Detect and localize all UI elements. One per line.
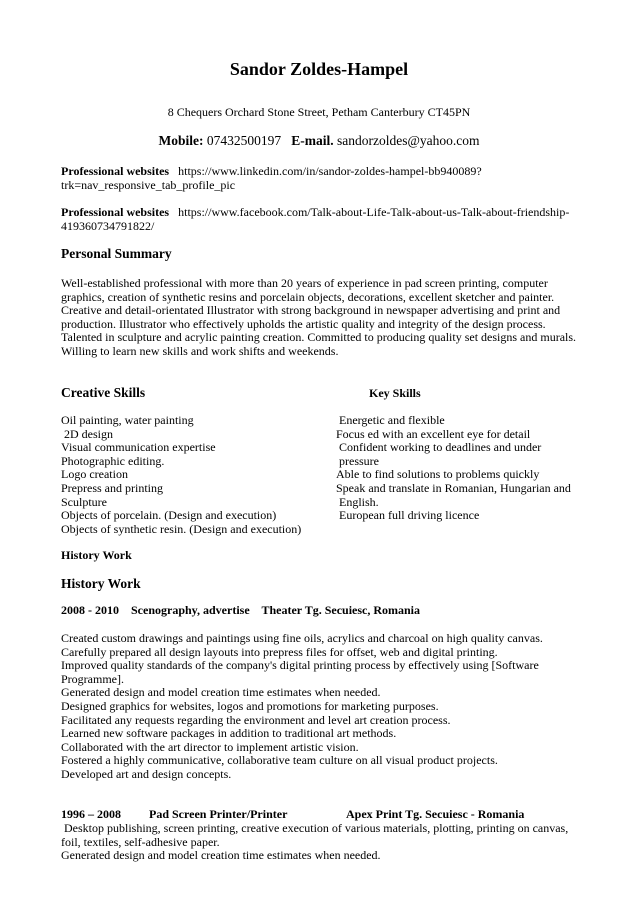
summary-line: graphics, creation of synthetic resins and porcelain objects, decorations, excellent sketcher and painter. (61, 289, 555, 304)
website-linkedin (61, 165, 581, 192)
history-work-heading: History Work (61, 576, 141, 591)
job-description (61, 822, 581, 863)
list-item: Prepress and printing (61, 480, 163, 495)
job-header (61, 808, 524, 822)
job-line: Developed art and design concepts. (61, 766, 232, 781)
summary-line: Talented in sculpture and acrylic painting creation. Committed to producing quality set designs and murals. (61, 330, 577, 345)
summary-line: Willing to learn new skills and work shifts and weekends. (61, 343, 339, 358)
list-item: Focus ed with an excellent eye for detail (336, 426, 531, 441)
website-url[interactable]: https://www.linkedin.com/in/sandor-zoldes-hampel-bb940089? (178, 164, 482, 178)
website-label: Professional websites (61, 164, 170, 178)
job-company: Apex Print Tg. Secuiesc - Romania (346, 807, 525, 821)
job-description (61, 632, 581, 782)
list-item: pressure (336, 453, 379, 468)
job-line: Facilitated any requests regarding the environment and level art creation process. (61, 712, 451, 727)
job-line: Programme]. (61, 671, 124, 686)
summary-line: production. Illustrator who effectively upholds the artistic quality and integrity of the design process. (61, 316, 546, 331)
contact-line (0, 133, 638, 149)
list-item: Visual communication expertise (61, 440, 216, 455)
summary-line: Creative and detail-orientated Illustrator with strong background in newspaper advertising and print and (61, 303, 561, 318)
list-item: Objects of synthetic resin. (Design and execution) (61, 521, 302, 536)
job-line: Desktop publishing, screen printing, creative execution of various materials, plotting, printing on canvas, (61, 821, 569, 835)
list-item: Oil painting, water painting (61, 413, 194, 427)
list-item: Energetic and flexible (336, 413, 445, 427)
email-value: sandorzoldes@yahoo.com (336, 133, 480, 148)
address: 8 Chequers Orchard Stone Street, Petham Canterbury CT45PN (167, 105, 471, 119)
summary-line: Well-established professional with more than 20 years of experience in pad screen printing, computer (61, 276, 548, 290)
creative-skills-list (61, 414, 301, 536)
job-title: Pad Screen Printer/Printer (149, 807, 288, 821)
website-facebook (61, 206, 581, 233)
creative-skills-heading: Creative Skills (61, 385, 146, 400)
email-label: E-mail. (291, 133, 334, 148)
list-item: European full driving licence (336, 508, 480, 523)
job-line: Created custom drawings and paintings using fine oils, acrylics and charcoal on high quality canvas. (61, 631, 543, 645)
key-skills-list (336, 414, 571, 523)
job-line: Designed graphics for websites, logos and promotions for marketing purposes. (61, 698, 439, 713)
website-url-cont[interactable]: 419360734791822/ (61, 218, 155, 233)
history-work-subheading: History Work (61, 548, 132, 562)
list-item: Able to find solutions to problems quickly (336, 467, 540, 482)
list-item: Confident working to deadlines and under (336, 440, 542, 455)
personal-summary-heading: Personal Summary (61, 246, 172, 261)
job-dates: 2008 - 2010 (61, 603, 119, 617)
list-item: Logo creation (61, 467, 128, 482)
job-line: Carefully prepared all design layouts into prepress files for offset, web and digital printing. (61, 644, 498, 659)
website-url[interactable]: https://www.facebook.com/Talk-about-Life-Talk-about-us-Talk-about-friendship- (178, 205, 570, 219)
list-item: Speak and translate in Romanian, Hungarian and (336, 480, 571, 495)
job-header (61, 604, 420, 618)
mobile-label: Mobile: (158, 133, 204, 148)
list-item: English. (336, 494, 379, 509)
job-line: Improved quality standards of the company's digital printing process by effectively using [Software (61, 658, 539, 673)
job-line: foil, textiles, self-adhesive paper. (61, 834, 220, 849)
job-line: Collaborated with the art director to implement artistic vision. (61, 739, 359, 754)
key-skills-heading: Key Skills (369, 386, 421, 400)
candidate-name: Sandor Zoldes-Hampel (229, 59, 409, 79)
list-item: Photographic editing. (61, 453, 165, 468)
personal-summary-text (61, 277, 581, 359)
job-company: Theater Tg. Secuiesc, Romania (261, 603, 421, 617)
website-label: Professional websites (61, 205, 170, 219)
job-line: Generated design and model creation time estimates when needed. (61, 685, 381, 700)
list-item: 2D design (61, 426, 113, 441)
job-line: Fostered a highly communicative, collaborative team culture on all visual product projects. (61, 753, 498, 768)
job-line: Generated design and model creation time estimates when needed. (61, 848, 381, 863)
list-item: Objects of porcelain. (Design and execution) (61, 508, 277, 523)
job-title: Scenography, advertise (131, 603, 250, 617)
list-item: Sculpture (61, 494, 107, 509)
mobile-value: 07432500197 (206, 133, 282, 148)
website-url-cont[interactable]: trk=nav_responsive_tab_profile_pic (61, 177, 236, 192)
job-dates: 1996 – 2008 (61, 807, 121, 821)
job-line: Learned new software packages in addition to traditional art methods. (61, 726, 397, 741)
